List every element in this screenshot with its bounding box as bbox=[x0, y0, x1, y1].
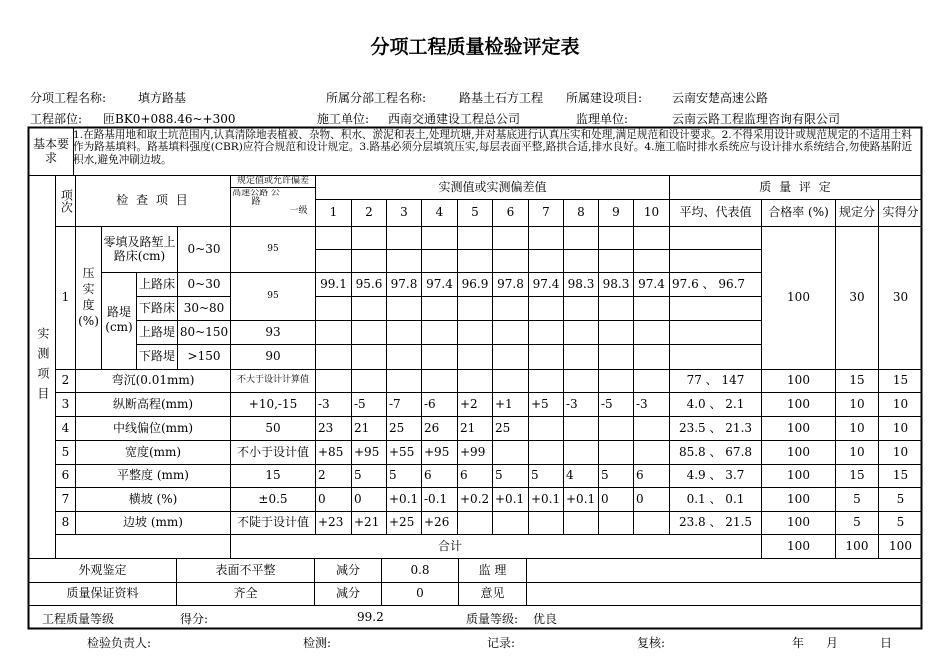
row-value: 6 bbox=[424, 468, 432, 483]
row-value bbox=[564, 512, 598, 534]
row-avg: 23.8 、 21.5 bbox=[678, 515, 753, 530]
total-score: 100 bbox=[845, 538, 869, 553]
row-index: 7 bbox=[61, 491, 70, 506]
checker-label: 检测: bbox=[303, 636, 332, 650]
row-value bbox=[634, 417, 669, 440]
row-value: 0 bbox=[636, 491, 644, 506]
row-value: 0 bbox=[318, 491, 326, 506]
row-value bbox=[599, 417, 633, 440]
col-item-header: 检 查 项 目 bbox=[116, 193, 190, 208]
row-value: 5 bbox=[495, 468, 503, 483]
compaction-value: 95.6 bbox=[355, 276, 383, 291]
contractor: 西南交通建设工程总公司 bbox=[388, 112, 521, 126]
row-score: 5 bbox=[853, 515, 861, 530]
row-value: +25 bbox=[389, 515, 415, 530]
zero-fill-label: 零填及路堑上路床(cm) bbox=[103, 234, 176, 263]
compaction-value: 98.3 bbox=[602, 276, 630, 291]
row-value: +55 bbox=[389, 444, 415, 459]
row-value bbox=[493, 441, 528, 464]
col-score-header: 规定分 bbox=[838, 205, 875, 220]
row-value: 23 bbox=[318, 420, 334, 435]
construction-project-label: 所属建设项目: bbox=[566, 91, 643, 105]
row-value bbox=[529, 417, 563, 440]
row-value bbox=[493, 370, 528, 392]
location-label: 工程部位: bbox=[30, 112, 83, 126]
row-actual: 10 bbox=[892, 420, 909, 435]
compaction-value: 97.8 bbox=[390, 276, 418, 291]
docs-label: 质量保证资料 bbox=[66, 586, 139, 601]
row-value: -5 bbox=[601, 396, 613, 411]
upper-emb-range: 80~150 bbox=[179, 324, 229, 339]
lower-emb-spec: 90 bbox=[265, 349, 281, 364]
compaction-value: 97.8 bbox=[497, 276, 524, 291]
row-pass: 100 bbox=[787, 373, 810, 388]
row-actual: 5 bbox=[896, 515, 905, 530]
row-value: +0.2 bbox=[460, 491, 490, 506]
requirements-text: 1.在路基用地和取土坑范围内,认真清除地表植被、杂物、积水、淤泥和表土,处理坑塘,并对基底进行认真压实和处理,满足规范和设计要求。2.不得采用设计或规范规定的不适用土料作为路基填料。路基填料强度(CBR)应符合规范和设计规定。3.路基必须分层填筑压实,每层表面平整,路拱合适,排水良好。4.施工临时排水系统应与设计排水系统结合,勿使路基附近积水,避免冲刷边坡。 bbox=[73, 129, 913, 166]
row-value: -3 bbox=[318, 396, 330, 411]
grade-score-label: 得分: bbox=[180, 612, 209, 626]
row-index: 6 bbox=[61, 468, 70, 483]
compaction-subgroup: 路堤(cm) bbox=[105, 305, 133, 334]
row-value: 21 bbox=[460, 420, 476, 435]
location: 匝BK0+088.46~+300 bbox=[103, 112, 236, 126]
compaction-score: 30 bbox=[849, 290, 865, 305]
row-value: +5 bbox=[531, 396, 549, 411]
col-measured-header: 实测值或实测偏差值 bbox=[438, 179, 547, 194]
appearance-label: 外观鉴定 bbox=[78, 562, 127, 577]
row-score: 10 bbox=[849, 396, 865, 411]
row-value bbox=[458, 512, 492, 534]
row-value: +0.1 bbox=[531, 491, 561, 506]
row-spec: 不小于设计值 bbox=[236, 444, 309, 459]
row-value: 5 bbox=[354, 468, 362, 483]
row-value: -3 bbox=[636, 396, 648, 411]
measure-num: 7 bbox=[542, 205, 550, 220]
docs-deduct: 0 bbox=[416, 586, 424, 601]
measure-num: 3 bbox=[400, 205, 408, 220]
row-avg: 4.0 、 2.1 bbox=[686, 396, 745, 411]
row-actual: 5 bbox=[896, 491, 905, 506]
page-title: 分项工程质量检验评定表 bbox=[370, 36, 580, 58]
row-spec: 不大于设计计算值 bbox=[236, 375, 309, 386]
row-avg: 85.8 、 67.8 bbox=[678, 444, 753, 459]
row-value: 5 bbox=[601, 468, 609, 483]
measure-num: 6 bbox=[506, 205, 515, 220]
month-label: 月 bbox=[826, 636, 839, 650]
row-value bbox=[634, 441, 669, 464]
row-index: 2 bbox=[61, 373, 70, 388]
col-spec-highway: 高速公路 公路 bbox=[232, 189, 280, 208]
row-pass: 100 bbox=[787, 444, 810, 459]
row-score: 15 bbox=[849, 468, 865, 483]
row-value bbox=[493, 512, 528, 534]
row-value: -0.1 bbox=[424, 491, 448, 506]
year-label: 年 bbox=[792, 636, 805, 650]
bed-spec: 95 bbox=[267, 290, 279, 301]
supervisor-opinion-label: 监 理 bbox=[478, 562, 507, 577]
lower-emb-range: >150 bbox=[187, 349, 221, 364]
row-pass: 100 bbox=[787, 420, 810, 435]
docs-value: 齐全 bbox=[233, 586, 258, 601]
compaction-avg: 97.6 、 96.7 bbox=[672, 276, 746, 291]
lower-bed-label: 下路床 bbox=[138, 300, 175, 315]
col-spec-header: 规定值或允许偏差 bbox=[236, 176, 309, 187]
reviewer-label: 复核: bbox=[637, 636, 666, 650]
docs-deduct-label: 减分 bbox=[335, 586, 360, 601]
compaction-pass: 100 bbox=[787, 290, 810, 305]
row-avg: 77 、 147 bbox=[686, 373, 745, 388]
lower-bed-range: 30~80 bbox=[183, 300, 225, 315]
row-actual: 10 bbox=[892, 444, 909, 459]
row-actual: 15 bbox=[892, 373, 909, 388]
measure-num: 1 bbox=[329, 205, 338, 220]
compaction-actual: 30 bbox=[892, 290, 909, 305]
row-value: +0.1 bbox=[495, 491, 525, 506]
row-value: +99 bbox=[460, 444, 486, 459]
row-value bbox=[599, 441, 633, 464]
row-value: 2 bbox=[318, 468, 326, 483]
row-score: 5 bbox=[853, 491, 861, 506]
row-value: 25 bbox=[495, 420, 511, 435]
row-index: 4 bbox=[61, 420, 70, 435]
row-value: -7 bbox=[389, 396, 401, 411]
appearance-deduct-label: 减分 bbox=[335, 562, 360, 577]
measure-num: 9 bbox=[612, 205, 620, 220]
row-value bbox=[634, 512, 669, 534]
row-value: +21 bbox=[354, 515, 380, 530]
row-value: 0 bbox=[354, 491, 362, 506]
row-actual: 10 bbox=[892, 396, 909, 411]
col-spec-grade: 一级 bbox=[289, 206, 308, 217]
row-value bbox=[599, 512, 633, 534]
total-actual: 100 bbox=[889, 538, 912, 553]
zero-fill-range: 0~30 bbox=[187, 241, 221, 256]
row-value: -5 bbox=[354, 396, 366, 411]
measure-num: 2 bbox=[365, 205, 373, 220]
contractor-label: 施工单位: bbox=[317, 112, 370, 126]
row-item: 宽度(mm) bbox=[124, 444, 182, 459]
col-avg-header: 平均、代表值 bbox=[679, 205, 752, 220]
row-pass: 100 bbox=[787, 515, 810, 530]
grade-score: 99.2 bbox=[357, 610, 384, 624]
row-value: 6 bbox=[636, 468, 644, 483]
row-value: -6 bbox=[424, 396, 436, 411]
row-index: 5 bbox=[61, 444, 70, 459]
compaction-value: 97.4 bbox=[638, 276, 665, 291]
col-pass-header: 合格率 (%) bbox=[768, 205, 829, 220]
row-item: 平整度 (mm) bbox=[117, 468, 189, 483]
item-name: 填方路基 bbox=[138, 91, 187, 105]
row-value: 0 bbox=[601, 491, 609, 506]
row-spec: 50 bbox=[265, 420, 281, 435]
row-value bbox=[564, 417, 598, 440]
row-value bbox=[352, 370, 386, 392]
row-item: 边坡 (mm) bbox=[123, 515, 183, 530]
compaction-value: 99.1 bbox=[320, 276, 347, 291]
supervisor: 云南云路工程监理咨询有限公司 bbox=[672, 112, 841, 126]
item-name-label: 分项工程名称: bbox=[30, 91, 107, 105]
row-value bbox=[599, 370, 633, 392]
upper-emb-spec: 93 bbox=[265, 324, 281, 339]
row-value: 26 bbox=[424, 420, 440, 435]
row-item: 横坡 (%) bbox=[128, 491, 178, 506]
row-value bbox=[564, 370, 598, 392]
row-score: 10 bbox=[849, 444, 865, 459]
measure-num: 4 bbox=[435, 205, 444, 220]
row-value bbox=[458, 370, 492, 392]
requirements-label: 基本要求 bbox=[32, 136, 69, 165]
row-value: 25 bbox=[389, 420, 405, 435]
grade-label: 工程质量等级 bbox=[42, 612, 115, 626]
row-item: 弯沉(0.01mm) bbox=[111, 373, 195, 388]
grade-level-label: 质量等级: bbox=[466, 612, 519, 626]
row-spec: +10,-15 bbox=[248, 396, 298, 411]
row-item: 纵断高程(mm) bbox=[112, 396, 194, 411]
row-value: 5 bbox=[389, 468, 397, 483]
upper-bed-label: 上路床 bbox=[138, 276, 175, 291]
row-value bbox=[422, 370, 457, 392]
col-actual-header: 实得分 bbox=[882, 205, 919, 220]
row-spec: 不陡于设计值 bbox=[236, 515, 309, 530]
zero-fill-spec: 95 bbox=[267, 243, 279, 254]
row-value bbox=[529, 370, 563, 392]
construction-project: 云南安楚高速公路 bbox=[672, 91, 769, 105]
row-avg: 23.5 、 21.3 bbox=[678, 420, 753, 435]
compaction-index: 1 bbox=[61, 290, 70, 305]
row-value bbox=[387, 370, 421, 392]
day-label: 日 bbox=[880, 636, 893, 650]
row-pass: 100 bbox=[787, 396, 810, 411]
compaction-value: 97.4 bbox=[426, 276, 453, 291]
section-label: 实测项目 bbox=[35, 327, 50, 407]
row-index: 8 bbox=[61, 515, 70, 530]
sub-project: 路基土石方工程 bbox=[459, 91, 544, 105]
measure-num: 5 bbox=[471, 205, 479, 220]
row-value: 6 bbox=[460, 468, 468, 483]
row-pass: 100 bbox=[787, 491, 810, 506]
appearance-deduct: 0.8 bbox=[410, 562, 430, 577]
upper-bed-range: 0~30 bbox=[187, 276, 221, 291]
row-value: -3 bbox=[566, 396, 578, 411]
total-label: 合计 bbox=[437, 538, 462, 553]
lower-emb-label: 下路堤 bbox=[138, 349, 175, 364]
supervisor-label: 监理单位: bbox=[576, 112, 629, 126]
grade-level: 优良 bbox=[533, 612, 558, 626]
col-index-header: 项次 bbox=[59, 189, 74, 213]
appearance-value: 表面不平整 bbox=[215, 562, 276, 577]
row-value: +2 bbox=[460, 396, 478, 411]
compaction-value: 97.4 bbox=[532, 276, 560, 291]
inspector-label: 检验负责人: bbox=[87, 636, 152, 650]
row-avg: 0.1 、 0.1 bbox=[686, 491, 745, 506]
upper-emb-label: 上路堤 bbox=[138, 324, 175, 339]
compaction-value: 96.9 bbox=[461, 276, 489, 291]
row-value bbox=[634, 370, 669, 392]
recorder-label: 记录: bbox=[487, 636, 516, 650]
measure-num: 10 bbox=[643, 205, 660, 220]
row-pass: 100 bbox=[787, 468, 810, 483]
row-value: +95 bbox=[354, 444, 380, 459]
row-value: 21 bbox=[354, 420, 370, 435]
row-spec: ±0.5 bbox=[258, 491, 288, 506]
row-value: +23 bbox=[318, 515, 344, 530]
row-actual: 15 bbox=[892, 468, 909, 483]
sub-project-label: 所属分部工程名称: bbox=[326, 91, 427, 105]
row-value: +1 bbox=[495, 396, 513, 411]
row-value: +0.1 bbox=[566, 491, 596, 506]
measure-num: 8 bbox=[577, 205, 585, 220]
compaction-value: 98.3 bbox=[567, 276, 595, 291]
opinion-label: 意见 bbox=[480, 586, 505, 601]
row-spec: 15 bbox=[265, 468, 281, 483]
row-score: 15 bbox=[849, 373, 865, 388]
row-avg: 4.9 、 3.7 bbox=[686, 468, 745, 483]
row-value: +95 bbox=[424, 444, 450, 459]
row-item: 中线偏位(mm) bbox=[112, 420, 194, 435]
row-value: 5 bbox=[531, 468, 539, 483]
total-pass: 100 bbox=[787, 538, 810, 553]
row-index: 3 bbox=[61, 396, 70, 411]
row-value: +26 bbox=[424, 515, 450, 530]
row-value bbox=[316, 370, 351, 392]
row-value bbox=[564, 441, 598, 464]
row-score: 10 bbox=[849, 420, 865, 435]
col-quality-header: 质 量 评 定 bbox=[759, 179, 833, 194]
row-value: +85 bbox=[318, 444, 344, 459]
row-value: +0.1 bbox=[389, 491, 419, 506]
compaction-group: 压实度(%) bbox=[78, 266, 99, 328]
row-value bbox=[529, 512, 563, 534]
row-value: 4 bbox=[566, 468, 574, 483]
row-value bbox=[529, 441, 563, 464]
